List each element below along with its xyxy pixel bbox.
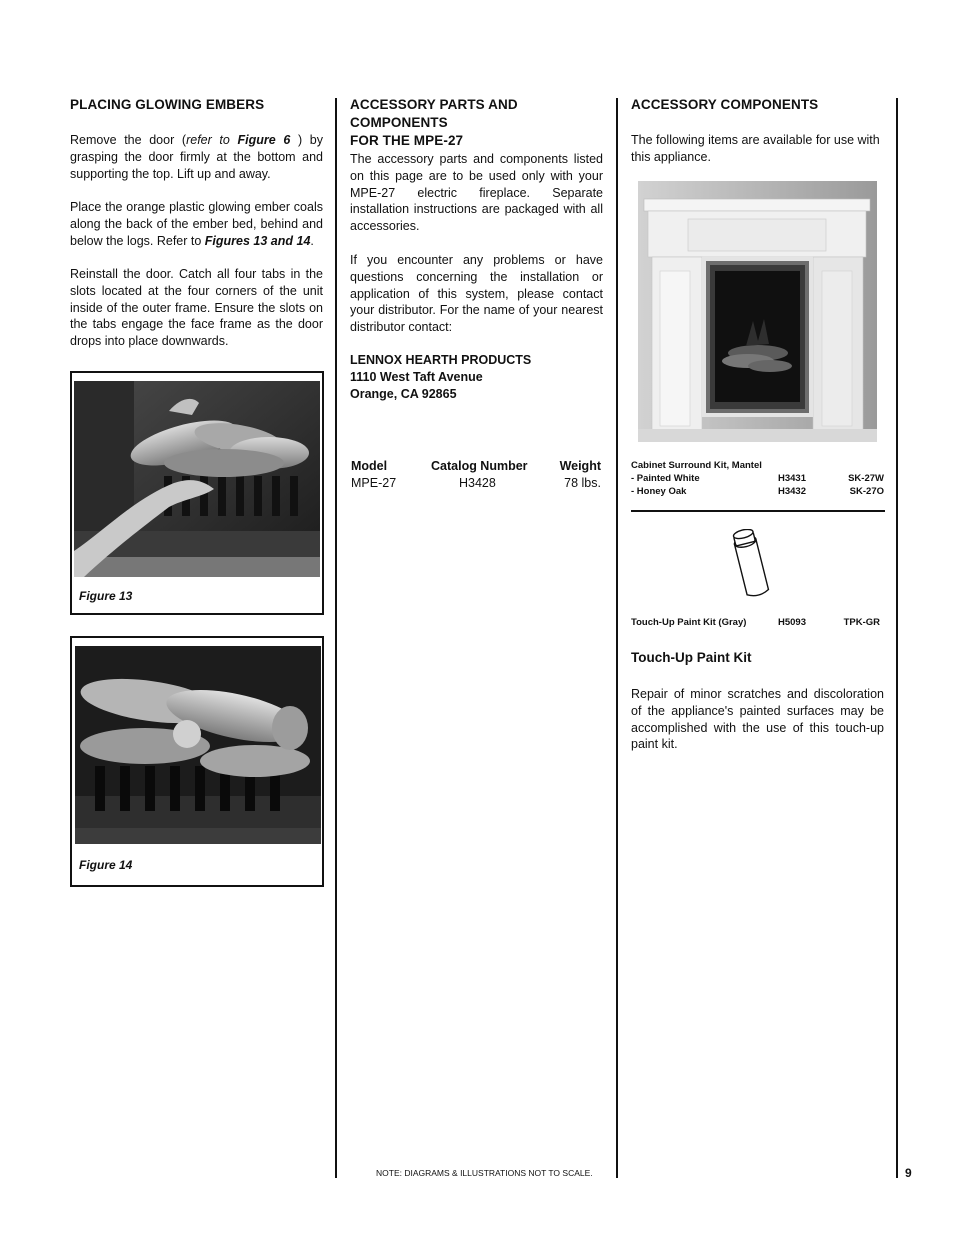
cabinet-kit-title: Cabinet Surround Kit, Mantel — [631, 460, 762, 471]
col2-paragraph-1: The accessory parts and components listed on this page are to be used only with your MPE-27 electric fireplace. Separate installation instructions are packaged with all accessories. — [350, 152, 603, 234]
figure-13-photo — [74, 381, 320, 577]
col1-paragraph-2: Place the orange plastic glowing ember coals along the back of the ember bed, behind and below the logs. Refer to Figures 13 and 14. — [70, 200, 323, 248]
col1-paragraph-3: Reinstall the door. Catch all four tabs in the slots located at the four corners of the unit inside of the outer frame. Ensure the slots on the tabs engage the face frame as the door drops into place downwards. — [70, 267, 323, 349]
distributor-address: LENNOX HEARTH PRODUCTS 1110 West Taft Avenue Orange, CA 92865 — [350, 353, 532, 401]
figure-13-box — [70, 371, 324, 615]
col1-paragraph-1: Remove the door (refer to Figure 6 ) by grasping the door firmly at the bottom and supporting the top. Lift up and away. — [70, 133, 324, 181]
col3-intro: The following items are available for use with this appliance. — [631, 133, 880, 164]
table-header-catalog: Catalog Number — [431, 459, 528, 473]
kit-separator — [631, 510, 885, 512]
placing-embers-heading: PLACING GLOWING EMBERS — [70, 97, 265, 112]
figure-14-photo — [75, 646, 321, 844]
page-number: 9 — [905, 1166, 912, 1180]
column-divider-1 — [335, 98, 337, 1178]
figure-13-caption: Figure 13 — [79, 589, 133, 603]
column-divider-2 — [616, 98, 618, 1178]
figure-14-caption: Figure 14 — [79, 858, 133, 872]
touch-up-subheading: Touch-Up Paint Kit — [631, 650, 752, 665]
paint-can-illustration — [728, 529, 774, 601]
cabinet-surround-photo — [638, 181, 877, 442]
accessory-parts-heading: ACCESSORY PARTS AND COMPONENTS FOR THE MPE-27 — [350, 97, 518, 148]
model-table — [350, 459, 602, 493]
cabinet-kit-row: - Painted White H3431 SK-27W — [631, 473, 884, 484]
table-header-weight: Weight — [559, 459, 601, 473]
table-row: MPE-27 H3428 78 lbs. — [351, 476, 601, 490]
table-header-model: Model — [351, 459, 388, 473]
accessory-components-heading: ACCESSORY COMPONENTS — [631, 97, 819, 112]
col3-paragraph: Repair of minor scratches and discoloration of the appliance's painted surfaces may be accomplished with the use of this touch-up paint kit. — [631, 687, 884, 752]
figure-14-box — [70, 636, 324, 887]
cabinet-kit-row: - Honey Oak H3432 SK-27O — [631, 486, 884, 497]
paint-kit-row: Touch-Up Paint Kit (Gray) H5093 TPK-GR — [631, 617, 880, 628]
column-divider-3 — [896, 98, 898, 1178]
col2-paragraph-2: If you encounter any problems or have questions concerning the installation or application of this system, please contact your distributor. For the name of your nearest distributor contact: — [350, 253, 603, 335]
scale-footnote: NOTE: DIAGRAMS & ILLUSTRATIONS NOT TO SCALE. — [376, 1168, 593, 1178]
